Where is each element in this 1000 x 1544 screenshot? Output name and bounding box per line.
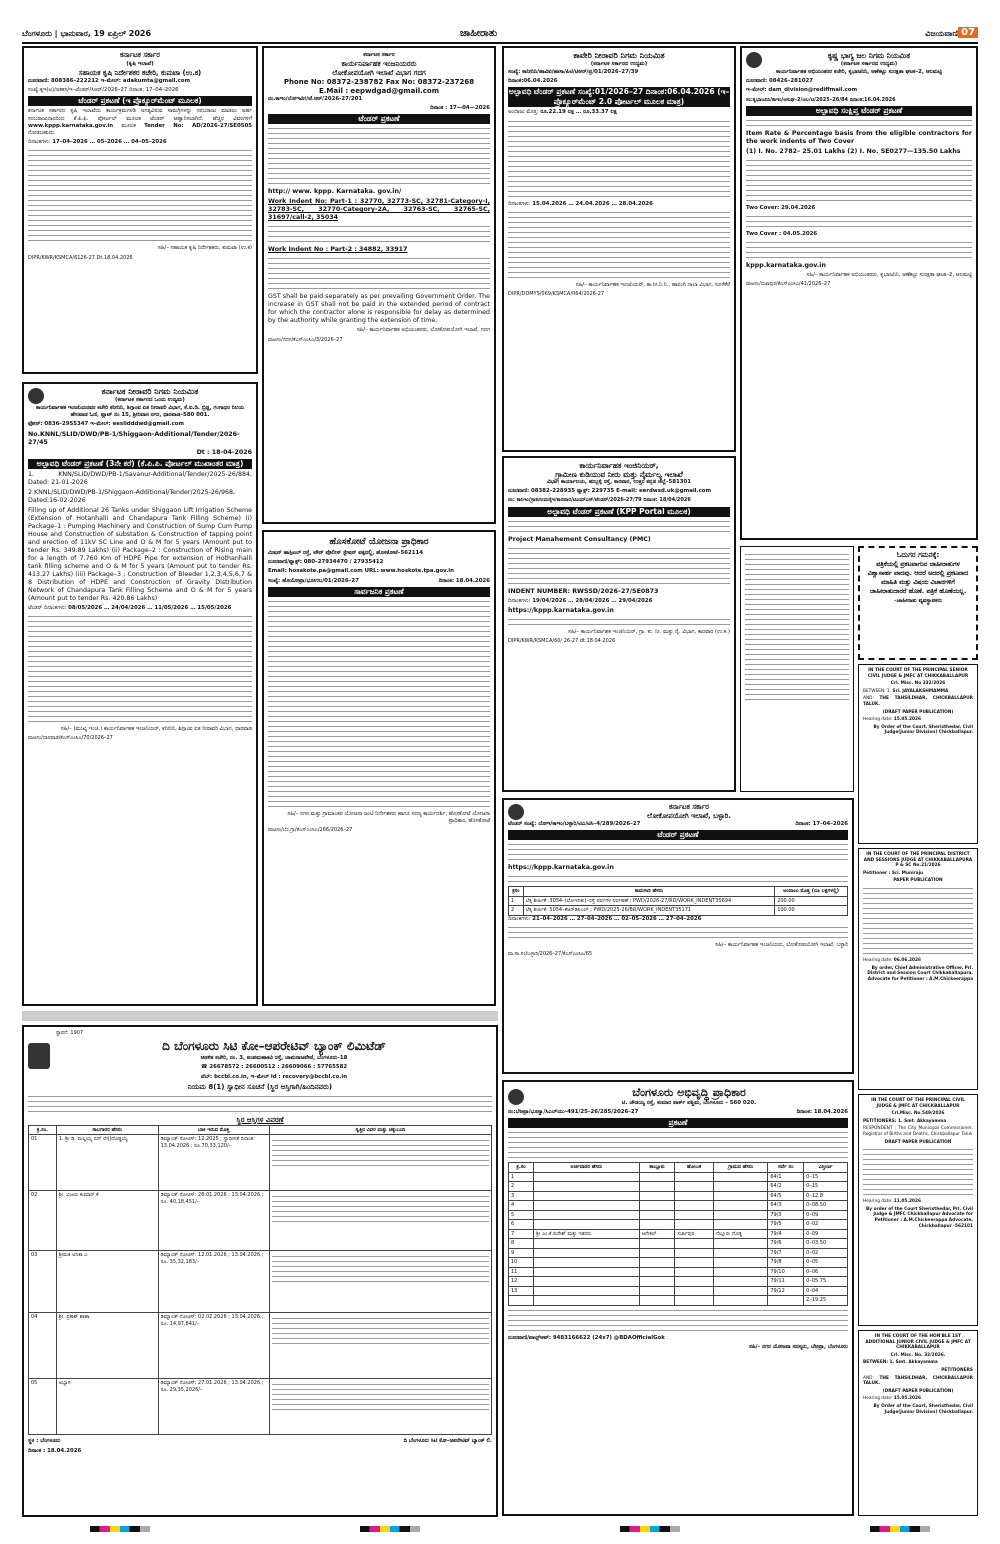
tender-table [508,886,848,916]
dipr: ವಾಅಸಂ/ಬಿಜಾಪುರ/ಕೆಎಸ್‌ಎಂಸಿಎ/41/2026–27 [746,281,831,288]
ad-heading: ಅಲ್ಪಾವಧಿ ಟೆಂಡರ್ ಪ್ರಕಟಣೆ ಸಂಖ್ಯೆ:01/2026–27 ದಿನಾಂಕ:06.04.2026 (ಇ–ಪ್ರೊಕ್ಯೂರ್‌ಮೆಂಟ್ 2.0 ಪೋರ್ಟಲ್ ಮೂಲಕ ಮಾತ್ರ) [508,87,730,107]
org: ಕರ್ನಾಟಕ ನೀರಾವರಿ ನಿಗಮ ನಿಯಮಿತ [101,387,199,396]
kbjnl-logo-icon [746,52,762,68]
table-row: 04 ಶ್ರೀ. ಪ್ರಕಾಶ್ ಶಾಹಾ ಡಿಮ್ಯಾಂಡ್ ನೋಟಿಸ್: 02.02.2026 ; 13.04.2026 ; ರೂ. 14,97,841/– [29,1313,492,1379]
table-row: 01 1. ಶ್ರೀ ಡಿ. ಮಲ್ಲಯ್ಯ ಬಿನ್ ಲೇ||ದೊಡ್ಡಯ್ಯ ಡಿಮ್ಯಾಂಡ್ ನೋಟಿಸ್: 12.2025 ; ಸ್ವಾಧೀನತೆ ದಿನಾಂಕ: 13.04.2026 ; ರೂ.70,33,120/– [29,1135,492,1191]
survey-no: 79/5 [768,1220,804,1230]
signature: ಸಹಿ/– ನಗರ ಯೋಜನಾ ಸದಸ್ಯರು, ಬೆಅಪ್ರಾ, ಬೆಂಗಳೂರು [748,1344,848,1351]
email[interactable]: ಇ–ಮೇಲ್: eeslidddwd@gmail.com [90,421,184,428]
survey-no: 64/1 [768,1172,804,1182]
area: 0–15 [804,1182,848,1192]
date: ದಿನಾಂಕ: 18.04.2026 [796,1109,848,1116]
dipr: DIPR/KWR/KSMCA/60/ 26-27 dt.18.04.2026 [508,638,616,645]
header-date: ಬೆಂಗಳೂರು | ಭಾನುವಾರ, 19 ಏಪ್ರಿಲ್ 2026 [22,29,152,38]
date: ದಿನಾಂಕ: 17–04–2026 [795,821,848,827]
org-sub: (ಕೃಷಿ ಇಲಾಖೆ) [126,61,154,67]
case-no: Crl. Misc. No 332/2026 [890,681,946,687]
dipr: ವಾಅಸಂ/ಗದಗ/ಕೆಎಸ್‌ಎಂಸಿಎ/3/2026–27 [268,336,343,343]
website[interactable]: http:// www. kppp. Karnataka. gov.in/ [268,188,402,196]
ad-city-coop-bank [22,1025,498,1517]
table-row: 2 ಲೆಕ್ಕ ಶೀರ್ಷಿಕೆ: 5054–ಕೆಆರ್‌ಡಿಸಿಎಲ್ ; PWD/2025-26/BR/WORK_INDENT35171 100.00 [509,906,848,916]
publication-head: (DRAFT PAPER PUBLICATION) [882,709,954,715]
respondent: RESPONDENT : The City Municipal Commissioner, Registrar of Births and Deaths, Chickballapur Taluk [863,1126,973,1137]
court-notice-4: IN THE COURT OF THE HON'BLE 1ST ADDITIONAL JUNIOR CIVIL JUDGE & JMFC AT CHIKKABALLAPUR Crl. Misc. No. 32/2026. BETWEEN: 1. Smt. Akkayamma PETITIONERS AND: THE TAHSILDHAR, CHICKBALLAPUR TALUK. (DRAFT PAPER PUBLICATION) Hearing date: 15.05.2026 By Order of the Court, Sheristhedar, Civil Judge(Junior Division) Chickballapur. [858,1330,978,1516]
note-sign: –ಜಾಹೀರಾತು ವ್ಯವಸ್ಥಾಪಕರು [893,598,943,604]
ad-heading: ಟೆಂಡರ್ ಪ್ರಕಟಣೆ [268,114,490,124]
bank-name: ದಿ ಬೆಂಗಳೂರು ಸಿಟಿ ಕೋ–ಆಪರೇಟಿವ್ ಬ್ಯಾಂಕ್ ಲಿಮಿಟೆಡ್ [162,1039,386,1054]
table-row: 6 79/5 0–02 [509,1220,848,1230]
print-marks-right [620,1526,680,1532]
survey-no: 79/8 [768,1258,804,1268]
col-amount: ಅಂದಾಜು ಮೊತ್ತ (ರೂ ಲಕ್ಷಗಳಲ್ಲಿ) [775,887,848,897]
address: ಮಿಷನ್ ಹಾಸ್ಪಿಟಲ್ ರಸ್ತೆ, ಟೌನ್ ಪೊಲೀಸ್ ಸ್ಟೇಷನ್ ಪಕ್ಕದಲ್ಲಿ, ಹೊಸಕೋಟೆ–562114 [268,550,423,556]
survey-no: 79/4 [768,1229,804,1239]
area: 0–02 [804,1248,848,1258]
survey-no: 64/2 [768,1182,804,1192]
sub-title: ಸ್ಥಿರ ಆಸ್ತಿಗಳ ವಿವರಣೆ [236,1115,284,1124]
area: 0–09 [804,1210,848,1220]
established: ಸ್ಥಾಪನೆ: 1907 [56,1030,84,1036]
org: ಕಾರ್ಯನಿರ್ವಾಹಕ ಇಂಜಿನಿಯರ್, [579,461,659,470]
dipr: ವಾ.ಸಾ.ಸಂ/ಬಳ್ಳಾರಿ/2026–27/ಕೆಎಸ್‌ಎಂಸಿಎ/65 [508,951,593,958]
case-no: Crl. Misc. No. 32/2026. [890,1352,946,1358]
ad-heading: ಅಲ್ಪಾವಧಿ ಟೆಂಡರ್ ಪ್ರಕಟಣೆ (KPP Portal ಮೂಲಕ) [508,507,730,517]
note-body: ಪತ್ರಿಕೆಯಲ್ಲಿ ಪ್ರಕಟವಾಗುವ ಜಾಹೀರಾತುಗಳ ವಿಶ್ವಾಸಾರ್ಹ ವಾದವು. ಆದರೆ ಅದರಲ್ಲಿ ಪ್ರಕಟವಾದ ಮಾಹಿತಿ ಮತ್ತು ವಿಷಯ ವಿಚಾರಗಳಿಗೆ ಜಾಹೀರಾತುದಾರರೆ ಹೊಣೆ. ಪತ್ರಿಕೆ ಹೊಣೆಯಲ್ಲ. [867,561,969,595]
ref: ಸಂ: ಕಾನಿಇಂ/ಗ್ರಾಕುನೀಮನೈಇ/ಕಾರವಾರ/ಟಿಎಮ್‌ಎಸ್/ಟೆಂಡರ್/2026-27/79 ದಿನಾಂಕ: 18/04/2026 [508,497,691,504]
village: ನೆಲ್ಲೂರು ದೊಡ್ಡಿ [714,1229,768,1239]
ad-readers-note [858,546,978,660]
url[interactable]: URL: www.hoskote.tpa.gov.in [364,568,454,575]
survey-no: 64/3 [768,1201,804,1211]
case-no: Crl.Misc. No.549/2026 [891,1111,945,1117]
petitioners: PETITIONERS: 1. Smt. Akkayamma [863,1118,947,1124]
site[interactable]: https://kppp.karnataka.gov.in [508,606,614,614]
date: ದಿನಾಂಕ:06.04.2026 [508,78,558,85]
area: 0–05.75 [804,1277,848,1287]
area: 0–02 [804,1220,848,1230]
email[interactable]: E-mail: eerdwsd.uk@gmail.com [616,488,712,495]
ref: ಸಂಖ್ಯೆ: ಕಾನೀನಿನಿ/ಹಾವಿಪ/ಹಾಸಾ/ಪಿಟಿ/ಟಿಆರ್/ಪ್ರ/01/2026–27/39 [508,69,639,75]
ref: ನಂ:ಬೆಅಪ್ರಾ/ಭೂಸ್ವಾ/ಸಿಎಲ್‌ಯು–491/25–26/285/2026–27 [508,1109,639,1116]
social-handle[interactable]: @BDAOfficialGok [613,1334,665,1341]
publication-head: PAPER PUBLICATION [893,878,943,884]
notice-title: ನಿಯಮ 8(1) ಸ್ವಾಧೀನ ಸೂಚನೆ (ಸ್ಥಿರ ಆಸ್ತಿಗಾಗಿ/ಹಿಂದಿನವರು) [187,1082,333,1091]
hearing-date: 15.05.2026 [893,1396,921,1402]
respondent: THE TAHSILDHAR, CHICKBALLAPUR TALUK. [863,1375,973,1387]
area: 0–04 [804,1286,848,1296]
area: 0–08.50 [804,1201,848,1211]
table-row: 4 64/3 0–08.50 [509,1201,848,1211]
publication-head: DRAFT PAPER PUBLICATION [884,1139,952,1145]
work-indent-1: Work Indent No: Part-1 : 32770, 32773-SC, 32781-Category-I, 32783-SC, 32770-Category-2A, 32763-SC, 32765-SC, 31697/call-2, 35034 [268,198,490,222]
table-row: 02 ಶ್ರೀ. ವಿಜಯ ಕುಮಾರ್ ಕೆ ಡಿಮ್ಯಾಂಡ್ ನೋಟಿಸ್: 28.01.2026 ; 13.04.2026 ; ರೂ. 40,18,451/– [29,1191,492,1251]
respondent: THE TAHSILDHAR, CHICKBALLAPUR TALUK. [863,696,973,707]
dipr: ವಾಅಸಂ/ಧಾರವಾಡ/ಕೆಎಸ್‌ಎಂಸಿಎ/70/2026–27 [28,735,113,742]
ad-knnl-shiggaon: ಕರ್ನಾಟಕ ನೀರಾವರಿ ನಿಗಮ ನಿಯಮಿತ (ಕರ್ನಾಟಕ ಸರ್ಕಾರದ ಒಂದು ಉದ್ಯಮ) ಕಾರ್ಯನಿರ್ವಾಹಕ ಇಂಜನಿಯರವರ ಕಚೇರಿ ಕನೀನಿನಿ, ಶಿಗ್ಗಾಂವ ಏತ ನೀರಾವರಿ ವಿಭಾಗ, ಕೆ.ಐ.ಡಿ. ಬ್ರಿಡ್ಜ, ಗಂಗಾಧರ ನಿಲಯ ಹೇರವಾಡ ಓಣಿ, ಪ್ಲಾಟ್ ನಂ 15, ಶ್ರೀನಿವಾಸ ನಗರ, ಧಾರವಾಡ–580 001. ಫೋನ್: 0836–2955347 ಇ–ಮೇಲ್: eeslidddwd@gmail.com No.KNNL/SLID/DWD/PB-1/Shiggaon-Additional/Tender/2026-27/45 Dt : 18-04-2026 ಅಲ್ಪಾವಧಿ ಟೆಂಡರ್ ಪ್ರಕಟಣೆ (3ನೇ ಕರೆ) (ಕೆ.ಪಿ.ಪಿ. ಪೋರ್ಟಲ್ ಮುಖಾಂತರ ಮಾತ್ರ) 1. KNN/SLID/DWD/PB-1/Savanur-Additional/Tender/2025-26/884, Dated: 21-01-2026 2.KNNL/SLID/DWD/PB-1/Shiggaon-Additional/Tender/2025-26/968, Dated:16-02-2026 Filling up of Additional 26 Tanks under Shiggaon Lift Irrigation Scheme (Extension of Hotanhalli and Chandapura Tank Filling Scheme) (i) Package–1 : Pumping Machinery and Construction of Sump Cum Pump House and Construction of substation & Construction of tapping point and erection of 11kV SC Line and O & M for 5 years (Amount put to tender Rs. 349.89 Lakhs) (ii) Package–2 : Construction of Rising main for a length of 7.760 Km of HDPE Pipe for extension of Hothanhalli tank filling scheme and O & M for 5 years (Amount put to tender Rs. 413.27 Lakhs) (iii) Package–3 : Construction of Bleeder 1,2,3,4,5,6,7 & 8 Distribution of HDPE and Construction of Gravity Distribution Network of Chandapura Tank Filling Scheme and O & M for 5 years (Amount put to tender Rs. 420.86 Lakhs) ಟೆಂಡರ್ ದಿನಾಂಕಗಳು: 08/05/2026 … 24/04/2026 … 11/05/2026 … 15/05/2026 ಸಹಿ/– (ಮುಖ್ಯ ಇಂಜಿ.) ಕಾರ್ಯನಿರ್ವಾಹಕ ಇಂಜನಿಯರ್, ಕನೀನಿನಿ, ಶಿಗ್ಗಾಂವ ಏತ ನೀರಾವರಿ ವಿಭಾಗ, ಧಾರವಾಡ ವಾಅಸಂ/ಧಾರವಾಡ/ಕೆಎಸ್‌ಎಂಸಿಎ/70/2026–27 [22,382,258,1006]
hearing-date: 06.06.2026 [893,957,921,963]
portal-link[interactable]: www.kppp.karnataka.gov.in [28,122,114,129]
signature: By Order of the Court, Sheristhedar, Civil Judge(Junior Division) Chickballapur. [873,1403,973,1415]
ad-pwd-gadag [262,46,496,524]
col-no: ಕ್ರಸಂ [509,887,524,897]
ad-cauvery: ಕಾವೇರಿ ನೀರಾವರಿ ನಿಗಮ ನಿಯಮಿತ (ಕರ್ನಾಟಕ ಸರ್ಕಾರದ ಉದ್ಯಮ) ಸಂಖ್ಯೆ: ಕಾನೀನಿನಿ/ಹಾವಿಪ/ಹಾಸಾ/ಪಿಟಿ/ಟಿಆರ್/ಪ್ರ/01/2026–27/39 ದಿನಾಂಕ:06.04.2026 ಅಲ್ಪಾವಧಿ ಟೆಂಡರ್ ಪ್ರಕಟಣೆ ಸಂಖ್ಯೆ:01/2026–27 ದಿನಾಂಕ:06.04.2026 (ಇ–ಪ್ರೊಕ್ಯೂರ್‌ಮೆಂಟ್ 2.0 ಪೋರ್ಟಲ್ ಮೂಲಕ ಮಾತ್ರ) ಅಂದಾಜು ಮೊತ್ತ: ರೂ.22.19 ಲಕ್ಷ … ರೂ.33.37 ಲಕ್ಷ ದಿನಾಂಕಗಳು: 15.04.2026 … 24.04.2026 … 28.04.2026 ಸಹಿ/– ಕಾರ್ಯನಿರ್ವಾಹಕ ಇಂಜನಿಯರ್, ಕಾ.ನೀ.ನಿ.ನಿ., ಹಾರಂಗಿ ನಾಲಾ ವಿಭಾಗ, ಸೂಳೆಕೆರೆ DIPR/DDMYS/069/KSMCA/064/2026-27 [502,46,736,452]
dipr: DIPR/DDMYS/069/KSMCA/064/2026-27 [508,291,605,298]
work-indent-2: Work Indent No : Part-2 : 34882, 33917 [268,246,408,254]
signature: By order, Chief Administrative Officer, Prl. District and Session Court Chikkaballapura. Advocate for Petitioner : A.M.Chickeerappa [867,965,973,982]
table-row: 13 79/12 0–04 [509,1286,848,1296]
signature: ಸಹಿ/– ಸಹಾಯಕ ಕೃಷಿ ನಿರ್ದೇಶಕರು, ಕುಮಟಾ (ಉ.ಕ) [157,245,252,252]
signature: ಸಹಿ/– ಕಾರ್ಯನಿರ್ವಾಹಕ ಇಂಜನಿಯರ್, ಕಾ.ನೀ.ನಿ.ನಿ., ಹಾರಂಗಿ ನಾಲಾ ವಿಭಾಗ, ಸೂಳೆಕೆರೆ [575,281,730,288]
ref: ಸಂ:ಕೃಭಾಜನಿನಿ/ಕಾಇಂ/ಆಸುಘ–2/ಆಲ/ಟಿ/2025–26/84 ದಿನಾಂಕ:16.04.2026 [746,96,896,103]
area: 0–12.8 [804,1191,848,1201]
site[interactable]: https://kppp.karnataka.gov.in [508,864,614,872]
web[interactable]: ವೆಬ್: bccbl.co.in, ಇ–ಮೇಲ್ id : recovery@bccbl.co.in [200,1073,348,1080]
print-marks-far-right [870,1526,930,1532]
bank-logo-icon [28,1043,50,1069]
ref-2: 2.KNNL/SLID/DWD/PB-1/Shiggaon-Additional/Tender/2025-26/968, Dated:16-02-2026 [28,488,236,504]
ad-heading: ಟೆಂಡರ್ ಪ್ರಕಟಣೆ (ಇ ಪ್ರೊಕ್ಯೂರ್‌ಮೆಂಟ್ ಮೂಲಕ) [28,96,252,106]
org-dept: ಲೋಕೋಪಯೋಗಿ ಇಲಾಖೆ, ಬಳ್ಳಾರಿ. [647,812,731,820]
date: Dt : 18-04-2026 [196,448,252,456]
table-row: 11 79/10 0–06 [509,1267,848,1277]
court-name: IN THE COURT OF THE PRINCIPAL SENIOR CIVIL JUDGE & JMFC AT CHIKKABALLAPUR [867,668,969,679]
office: ಕಾರ್ಯನಿರ್ವಾಹಕ ಅಭಿಯಂತರರ ಕಚೇರಿ, ಕೃಭಾಜನಿನಿ, ಆಣೆಕಟ್ಟು ಸುರಕ್ಷತಾ ಘಟಕ–2, ಆಲಮಟ್ಟಿ [776,69,942,75]
ad-bda [502,1080,854,1516]
rate-basis: Item Rate & Percentage basis from the eligible contractors for the work indents of Two Cover [746,129,972,145]
dates: 19/04/2026 … 28/04/2026 … 29/04/2026 [532,597,653,604]
dipr: DIPR/KWR/KSMCA/6126-27 Dt.18.04.2026 [28,254,133,261]
court-name: IN THE COURT OF THE PRINCIPAL CIVIL JUDGE & JMFC AT CHICKBALLAPUR [871,1098,965,1109]
place: ಸ್ಥಳ : ಬೆಂಗಳೂರು [28,1438,61,1445]
ad-agri-kumta: ಕರ್ನಾಟಕ ಸರ್ಕಾರ (ಕೃಷಿ ಇಲಾಖೆ) ಸಹಾಯಕ ಕೃಷಿ ನಿರ್ದೇಶಕರ ಕಚೇರಿ, ಕುಮಟಾ (ಉ.ಕ) ದೂರವಾಣಿ: 808386–222212 ಇ–ಮೇಲ್: adakumta@gmail.com ಸಂಖ್ಯೆ:ಕೃಇ(ಟ)/ಅಕಕಸ/ಇ–ಟೆಂಡರ್/ಸಿಆರ್/2026–27 ದಿನಾಂಕ: 17–04–2026 ಟೆಂಡರ್ ಪ್ರಕಟಣೆ (ಇ ಪ್ರೊಕ್ಯೂರ್‌ಮೆಂಟ್ ಮೂಲಕ) ಕರ್ನಾಟಕ ಸರ್ಕಾರದ ಕೃಷಿ ಇಲಾಖೆಯ ಕಾರ್ಯಕ್ರಮಗಳಡಿ ಅಗತ್ಯವಿರುವ ಸಾಮಗ್ರಿಗಳನ್ನು ಸರಬರಾಜು ಮಾಡಲು ಅರ್ಹ ಸರಬರಾಜುದಾರರಿಂದ ಕೆ.ಪಿ.ಪಿ. ಪೋರ್ಟಲ್ ಮೂಲಕ ಟೆಂಡರ್ ಆಹ್ವಾನಿಸಲಾಗಿದೆ. ಹೆಚ್ಚಿನ ವಿವರಗಳಿಗೆ www.kppp.karnataka.gov.in ಮೂಲಕ Tender No: AD/2026-27/SE0505 ನೋಡಬಹುದು. ದಿನಾಂಕಗಳು: 17–04–2026 … 05–2026 … 04–05–2026 ಸಹಿ/– ಸಹಾಯಕ ಕೃಷಿ ನಿರ್ದೇಶಕರು, ಕುಮಟಾ (ಉ.ಕ) DIPR/KWR/KSMCA/6126-27 Dt.18.04.2026 [22,46,258,374]
ref-1: 1. KNN/SLID/DWD/PB-1/Savanur-Additional/Tender/2025-26/884, Dated: 21-01-2026 [28,470,252,486]
area: 0–06 [804,1267,848,1277]
tender-no: Tender No: AD/2026-27/SE0505 [144,122,252,129]
separator-band [22,1011,498,1021]
ad-legal-notice [740,546,854,792]
col-work: ಕಾಮಗಾರಿ ಹೆಸರು [523,887,774,897]
phone: ದೂರವಾಣಿ/ವಾಟ್ಸ್‌ಆಪ್: 9483166622 (24x7) [508,1334,612,1341]
contact: ದೂರವಾಣಿ: 808386–222212 ಇ–ಮೇಲ್: adakumta@gmail.com [28,78,191,84]
signature: ಸಹಿ/– (ಮುಖ್ಯ ಇಂಜಿ.) ಕಾರ್ಯನಿರ್ವಾಹಕ ಇಂಜನಿಯರ್, ಕನೀನಿನಿ, ಶಿಗ್ಗಾಂವ ಏತ ನೀರಾವರಿ ವಿಭಾಗ, ಧಾರವಾಡ [60,725,252,732]
table-row: 7 ಶ್ರೀ ಎಂ.ಕೆ.ಸುರೇಶ್ ಮತ್ತು ಇತರರು ಆನೇಕಲ್ ಸರ್ಜಾಪುರ ನೆಲ್ಲೂರು ದೊಡ್ಡಿ 79/4 0–09 [509,1229,848,1239]
org: ಕಾವೇರಿ ನೀರಾವರಿ ನಿಗಮ ನಿಯಮಿತ [573,51,665,60]
date: ದಿನಾಂಕ : 18.04.2026 [28,1447,82,1454]
email[interactable]: Email: hosakote.pa@gmail.com [268,568,363,575]
ref: ಟೆಂಡರ್ ಸಂಖ್ಯೆ: ಲೋಇ/ಕಾಇಂ/ಬಳ್ಳಾರಿ/ಟಿಎ/ಟಿಸಿ–4/289/2026–27 [508,821,641,827]
ref: No.KNNL/SLID/DWD/PB-1/Shiggaon-Additional/Tender/2026-27/45 [28,430,240,446]
ad-heading: ಅಲ್ಪಾವಧಿ ಟೆಂಡರ್ ಪ್ರಕಟಣೆ (3ನೇ ಕರೆ) (ಕೆ.ಪಿ.ಪಿ. ಪೋರ್ಟಲ್ ಮುಖಾಂತರ ಮಾತ್ರ) [28,459,252,469]
ad-heading: ಸಾರ್ವಜನಿಕ ಪ್ರಕಟಣೆ [268,587,490,597]
print-marks-left [90,1526,150,1532]
between: BETWEEN: 1. Smt. Akkayamma [863,1360,938,1366]
ad-kbjnl-almatti [740,46,978,540]
survey-no: 79/6 [768,1239,804,1249]
knnl-logo-icon [28,388,44,404]
org: ಕರ್ನಾಟಕ ಸರ್ಕಾರ [363,52,395,58]
dipr: ವಾಅಸಂ/ಬೆಂ.ಗ್ರಾ/ಕೆಎಸ್‌ಎಂಸಿಎ/266/2026–27 [268,827,353,834]
assets-table [28,1125,492,1436]
ad-heading: ಅಲ್ಪಾವಧಿ ಸಂಕ್ಷಿಪ್ತ ಟೆಂಡರ್ ಪ್ರಕಟಣೆ [746,106,972,116]
indent: INDENT NUMBER: RWSSD/2026–27/SE0873 [508,587,659,595]
work-description: Filling up of Additional 26 Tanks under Shiggaon Lift Irrigation Scheme (Extension of Hotanhalli and Chandapura Tank Filling Scheme) (i) Package–1 : Pumping Machinery and Construction of Sump Cum Pump House and Construction of substation & Construction of tapping point and erection of 11kV SC Line and O & M for 5 years (Amount put to tender Rs. 349.89 Lakhs) (ii) Package–2 : Construction of Rising main for a length of 7.760 Km of HDPE Pipe for extension of Hothanhalli tank filling scheme and O & M for 5 years (Amount put to tender Rs. 413.27 Lakhs) (iii) Package–3 : Construction of Bleeder 1,2,3,4,5,6,7 & 8 Distribution of HDPE and Construction of Gravity Distribution Network of Chandapura Tank Filling Scheme and O & M for 5 years (Amount put to tender Rs. 420.86 Lakhs) [28,506,252,602]
ad-rws-karwar: ಕಾರ್ಯನಿರ್ವಾಹಕ ಇಂಜಿನಿಯರ್, ಗ್ರಾಮೀಣ ಕುಡಿಯುವ ನೀರು ಮತ್ತು ನೈರ್ಮಲ್ಯ ಇಲಾಖೆ ವಿಭಾಗ ಕಾರ್ಯಾಲಯ, ಹುಬ್ಬಳ್ಳಿ ರಸ್ತೆ, ಕಾರವಾರ, ಉತ್ತರ ಕನ್ನಡ ಜಿಲ್ಲೆ–581301 ದೂರವಾಣಿ: 08382–228935 ಫ್ಯಾಕ್ಸ್: 229735 E-mail: eerdwsd.uk@gmail.com ಸಂ: ಕಾನಿಇಂ/ಗ್ರಾಕುನೀಮನೈಇ/ಕಾರವಾರ/ಟಿಎಮ್‌ಎಸ್/ಟೆಂಡರ್/2026-27/79 ದಿನಾಂಕ: 18/04/2026 ಅಲ್ಪಾವಧಿ ಟೆಂಡರ್ ಪ್ರಕಟಣೆ (KPP Portal ಮೂಲಕ) Project Manahement Consultancy (PMC) INDENT NUMBER: RWSSD/2026–27/SE0873 ದಿನಾಂಕಗಳು: 19/04/2026 … 28/04/2026 … 29/04/2026 https://kppp.karnataka.gov.in ಸಹಿ/– ಕಾರ್ಯನಿರ್ವಾಹಕ ಇಂಜಿನಿಯರ್, ಗ್ರಾ. ಕು. ನೀ. ಮತ್ತು ನೈ. ವಿಭಾಗ, ಕಾರವಾರ (ಉ.ಕ.) DIPR/KWR/KSMCA/60/ 26-27 dt.18.04.2026 [502,456,736,792]
dates: 15.04.2026 … 24.04.2026 … 28.04.2026 [532,200,653,207]
org: ಕೃಷ್ಣ ಭಾಗ್ಯ ಜಲ ನಿಗಮ ನಿಯಮಿತ [827,51,911,60]
header-section: ಜಾಹೀರಾತು [460,28,498,39]
pmc: Project Manahement Consultancy (PMC) [508,535,651,543]
survey-table [508,1162,848,1306]
survey-no: 79/10 [768,1267,804,1277]
survey-no: 79/12 [768,1286,804,1296]
ad-title: ಸಹಾಯಕ ಕೃಷಿ ನಿರ್ದೇಶಕರ ಕಚೇರಿ, ಕುಮಟಾ (ಉ.ಕ) [78,69,202,77]
table-row: 3 64/5 0–12.8 [509,1191,848,1201]
ad-heading: ಪ್ರಕಟಣೆ [508,1118,848,1128]
date: ದಿನಾಂಕ : 17—04—2026 [430,105,490,112]
table-row: 1 64/1 0–15 [509,1172,848,1182]
ref: ನಂ.ಕಾಇಂ/ಲೋಇವಿಗ/ಟೆ.ಆರ್/2026-27/201 [268,96,363,102]
office: ಕಾರ್ಯನಿರ್ವಾಹಕ ಇಂಜನಿಯರವರ ಕಚೇರಿ ಕನೀನಿನಿ, ಶಿಗ್ಗಾಂವ ಏತ ನೀರಾವರಿ ವಿಭಾಗ, ಕೆ.ಐ.ಡಿ. ಬ್ರಿಡ್ಜ, ಗಂಗಾಧರ ನಿಲಯ ಹೇರವಾಡ ಓಣಿ, ಪ್ಲಾಟ್ ನಂ 15, ಶ್ರೀನಿವಾಸ ನಗರ, ಧಾರವಾಡ–580 001. [35,405,245,419]
org-sub: (ಕರ್ನಾಟಕ ಸರ್ಕಾರದ ಒಂದು ಉದ್ಯಮ) [115,397,185,403]
dates: 21–04–2026 … 27–04–2026 … 02–05–2026 … 27–04–2026 [532,915,702,922]
table-row [509,1296,848,1306]
table-row: 03 ಶ್ರೀಮತಿ ಅನಿತಾ ಎ ಡಿಮ್ಯಾಂಡ್ ನೋಟಿಸ್: 12.01.2026 ; 13.04.2026 ; ರೂ. 35,32,183/– [29,1251,492,1313]
ad-title: ಹೊಸಕೋಟೆ ಯೋಜನಾ ಪ್ರಾಧಿಕಾರ [329,537,429,547]
table-row: 2 64/2 0–15 [509,1182,848,1192]
org-sub: (ಕರ್ನಾಟಕ ಸರ್ಕಾರದ ಉದ್ಯಮ) [590,61,648,67]
signature: ಸಹಿ/– ಕಾರ್ಯನಿರ್ವಾಹಕ ಅಭಿಯಂತರರು, ಕೃಭಾಜನಿನಿ, ಆಣೆಕಟ್ಟು ಸುರಕ್ಷತಾ ಘಟಕ–2, ಆಲಮಟ್ಟಿ [806,272,972,279]
survey-no: 79/7 [768,1248,804,1258]
office: ಆಡಳಿತ ಕಚೇರಿ, ನಂ. 3, ಪಂಪಮಹಾಕವಿ ರಸ್ತೆ, ಚಾಮರಾಜಪೇಟೆ, ಬೆಂಗಳೂರು–18 [200,1055,348,1062]
print-marks-center [360,1526,420,1532]
ad-heading: ಟೆಂಡರ್ ಪ್ರಕಟಣೆ [508,830,848,840]
org-dept: ಗ್ರಾಮೀಣ ಕುಡಿಯುವ ನೀರು ಮತ್ತು ನೈರ್ಮಲ್ಯ ಇಲಾಖೆ [555,470,683,479]
phone: ☎ 26678572 : 26600512 : 26609066 : 57765582 [200,1064,348,1071]
area: 0–15 [804,1172,848,1182]
dates: 17–04–2026 … 05–2026 … 04–05–2026 [52,139,167,146]
table-row: 5 79/3 0–09 [509,1210,848,1220]
site[interactable]: kppp.karnataka.gov.in [746,262,826,270]
table-row: 05 ಅಭ್ಯಾಸ ಡಿಮ್ಯಾಂಡ್ ನೋಟಿಸ್: 27.01.2026 ; 13.04.2026 ; ರೂ. 29,35,2026/– [29,1379,492,1435]
survey-no: 79/3 [768,1210,804,1220]
header-brand: ವಿಜಯವಾಣಿ [925,29,958,38]
court-notice-1: IN THE COURT OF THE PRINCIPAL SENIOR CIVIL JUDGE & JMFC AT CHIKKABALLAPUR Crl. Misc. No 332/2026 BETWEEN: 1. Sri. JAYALAKSHMAMMA AND: THE TAHSILDHAR, CHICKBALLAPUR TALUK. (DRAFT PAPER PUBLICATION) Hearing date: 15.05.2026 By Order of the Court, Sheristhedar, Civil Judge(Junior Division) Chickballapur. [858,664,978,844]
table-row: 9 79/7 0–02 [509,1248,848,1258]
petitioner: Sri. JAYALAKSHMAMMA [892,688,949,694]
table-header: ಕ್ರ.ಸಂ. ಸಾಲಗಾರರ ಹೆಸರು ಬಾಕಿ ಇರುವ ಮೊತ್ತ ಸ್ವತ್ತಿನ ವಿವರ ಮತ್ತು ಚಕ್ಕುಬಂದಿ [29,1125,492,1135]
court-name: IN THE COURT OF THE HON'BLE 1ST ADDITIONAL JUNIOR CIVIL JUDGE & JMFC AT CHIKKABALLAPUR [865,1334,971,1351]
hearing-date: 15.05.2026 [893,717,921,723]
area: 0–09 [804,1229,848,1239]
ad-pwd-ballari: ಕರ್ನಾಟಕ ಸರ್ಕಾರ ಲೋಕೋಪಯೋಗಿ ಇಲಾಖೆ, ಬಳ್ಳಾರಿ. ಟೆಂಡರ್ ಸಂಖ್ಯೆ: ಲೋಇ/ಕಾಇಂ/ಬಳ್ಳಾರಿ/ಟಿಎ/ಟಿಸಿ–4/289/2026–27 ದಿನಾಂಕ: 17–04–2026 ಟೆಂಡರ್ ಪ್ರಕಟಣೆ https://kppp.karnataka.gov.in ಕ್ರಸಂ ಕಾಮಗಾರಿ ಹೆಸರು ಅಂದಾಜು ಮೊತ್ತ (ರೂ ಲಕ್ಷಗಳಲ್ಲಿ) 1 ಲೆಕ್ಕ ಶೀರ್ಷಿಕೆ: 3054–(ಲೋಇನಿಕು)–ರಸ್ತೆ ಪರ್ವಗಳ ನಿರ್ವಹಣೆ ; PWD/2026-27/RD/WORK_INDENT35694 200.00 2 ಲೆಕ್ಕ ಶೀರ್ಷಿಕೆ: 5054–ಕೆಆರ್‌ಡಿಸಿಎಲ್ ; PWD/2025-26/BR/WORK_INDENT35171 100.00 ದಿನಾಂಕಗಳು: 21–04–2026 … 27–04–2026 … 02–05–2026 … 27–04–2026 ಸಹಿ/– ಕಾರ್ಯನಿರ್ವಾಹಕ ಇಂಜನಿಯರು, ಲೋಕೋಪಯೋಗಿ ಇಲಾಖೆ, ಬಳ್ಳಾರಿ ವಾ.ಸಾ.ಸಂ/ಬಳ್ಳಾರಿ/2026–27/ಕೆಎಸ್‌ಎಂಸಿಎ/65 [502,798,854,1074]
table-header [509,887,848,897]
dates: 08/05/2026 … 24/04/2026 … 11/05/2026 … 15/05/2026 [68,604,232,611]
petitioner: Petitioner : Sri. Muniraju [863,870,924,876]
govt-emblem-icon [508,804,524,820]
phone: Phone No: 08372-238782 Fax No: 08372-237268 [283,78,475,86]
court-name: IN THE COURT OF THE PRINCIPAL DISTRICT AND SESSIONS JUDGE AT CHIKKABALLAPURA P & SC No.21/2026 [863,852,973,869]
cover-2-date: Two Cover : 04.05.2026 [746,231,818,238]
table-header: ಕ್ರ.ಸಂ ಅರ್ಜಿದಾರರ ಹೆಸರು ತಾಲ್ಲೂಕು ಹೋಬಳಿ ಗ್ರಾಮದ ಹೆಸರು ಸರ್ವೆ ನಂ ವಿಸ್ತೀರ್ಣ [509,1163,848,1173]
bda-logo-icon [508,1089,524,1105]
signature: ಸಹಿ/– ಕಾರ್ಯನಿರ್ವಾಹಕ ಇಂಜಿನಿಯರ್, ಗ್ರಾ. ಕು. ನೀ. ಮತ್ತು ನೈ. ವಿಭಾಗ, ಕಾರವಾರ (ಉ.ಕ.) [567,628,730,635]
survey-no: 79/11 [768,1277,804,1287]
signature: By order of the Court Sheristhedar, Prl. Civil Judge & JMFC Chickballapur Advocate for Petitioner : A.M.Chickeerappa Advocate, Chickballapur -562101 [866,1206,973,1229]
petitioners-label: PETITIONERS [941,1367,973,1373]
address: ಟಿ. ಚೌಡಯ್ಯ ರಸ್ತೆ, ಕುಮಾರ ಪಾರ್ಕ್ ಪಶ್ಚಿಮ, ಬೆಂಗಳೂರು – 560 020. [621,1100,757,1106]
ad-title: ಬೆಂಗಳೂರು ಅಭಿವೃದ್ಧಿ ಪ್ರಾಧಿಕಾರ [632,1086,746,1099]
area: 0–03.50 [804,1239,848,1249]
org-sub: (ಕರ್ನಾಟಕ ಸರ್ಕಾರದ ಉದ್ಯಮ) [840,61,898,67]
phone: ದೂರವಾಣಿ: 08426–281027 [746,78,813,85]
court-notice-3: IN THE COURT OF THE PRINCIPAL CIVIL JUDGE & JMFC AT CHICKBALLAPUR Crl.Misc. No.549/2026 PETITIONERS: 1. Smt. Akkayamma RESPONDENT : The City Municipal Commissioner, Registrar of Births and Deaths, Chickballapur Taluk DRAFT PAPER PUBLICATION Hearing date: 11.05.2026 By order of the Court Sheristhedar, Prl. Civil Judge & JMFC Chickballapur Advocate for Petitioner : A.M.Chickeerappa Advocate, Chickballapur -562101 [858,1094,978,1326]
phone: ದೂರವಾಣಿ/ಫ್ಯಾಕ್ಸ್: 080–27934470 / 27935412 [268,559,384,566]
cover-1-date: Two Cover: 29.04.2026 [746,204,816,211]
court-notice-2: IN THE COURT OF THE PRINCIPAL DISTRICT AND SESSIONS JUDGE AT CHIKKABALLAPURA P & SC No.21/2026 Petitioner : Sri. Muniraju PAPER PUBLICATION Hearing date: 06.06.2026 By order, Chief Administrative Officer, Prl. District and Session Court Chikkaballapura. Advocate for Petitioner : A.M.Chickeerappa [858,848,978,1090]
ref: ಸಂಖ್ಯೆ:ಕೃಇ(ಟ)/ಅಕಕಸ/ಇ–ಟೆಂಡರ್/ಸಿಆರ್/2026–27 ದಿನಾಂಕ: 17–04–2026 [28,87,179,94]
org: ಕರ್ನಾಟಕ ಸರ್ಕಾರ [120,51,160,59]
gst-note: GST shall be paid separately as per prevailing Government Order. The increase in GST shall not be paid in the extended period of contract for which the contractor alone is responsible for delay as determined by the authority while granting the extension of time. [268,293,490,325]
publication-head: (DRAFT PAPER PUBLICATION) [882,1388,954,1394]
page-header [22,28,978,44]
table-row: 1 ಲೆಕ್ಕ ಶೀರ್ಷಿಕೆ: 3054–(ಲೋಇನಿಕು)–ರಸ್ತೆ ಪರ್ವಗಳ ನಿರ್ವಹಣೆ ; PWD/2026-27/RD/WORK_INDENT35694 200.00 [509,896,848,906]
amount: ರೂ.22.19 ಲಕ್ಷ … ರೂ.33.37 ಲಕ್ಷ [540,109,617,116]
page-number: 07 [958,27,978,38]
signature: ದಿ ಬೆಂಗಳೂರು ಸಿಟಿ ಕೋ–ಆಪರೇಟಿವ್ ಬ್ಯಾಂಕ್ ಲಿ. [403,1438,492,1445]
note-heading: ಓದುಗರ ಗಮನಕ್ಕೆ: [896,551,940,559]
survey-no: 64/5 [768,1191,804,1201]
office: ವಿಭಾಗ ಕಾರ್ಯಾಲಯ, ಹುಬ್ಬಳ್ಳಿ ರಸ್ತೆ, ಕಾರವಾರ, ಉತ್ತರ ಕನ್ನಡ ಜಿಲ್ಲೆ–581301 [546,479,691,485]
signature: ಸಹಿ/– ಕಾರ್ಯನಿರ್ವಾಹಕ ಅಭಿಯಂತರರು, ಲೋಕೋಪಯೋಗಿ ಇಲಾಖೆ, ಗದಗ [356,327,490,334]
area: 2–19.25 [804,1296,848,1306]
signature: By Order of the Court, Sheristhedar, Civil Judge(Junior Division) Chickballapur. [873,724,973,736]
email[interactable]: E.Mail : eepwdgad@gmail.com [318,87,440,95]
signature: ಸಹಿ/– ನಗರ ಮತ್ತು ಗ್ರಾಮಾಂತರ ಯೋಜನಾ ಜಂಟಿ ನಿರ್ದೇಶಕರು ಹಾಗೂ ಸದಸ್ಯ ಕಾರ್ಯದರ್ಶಿ, ಹೊಸಕೋಟೆ ಯೋಜನಾ ಪ್ರಾಧಿಕಾರ, ಹೊಸಕೋಟೆ [287,810,490,825]
fax: ಫ್ಯಾಕ್ಸ್: 229735 [576,488,615,495]
phone: ಫೋನ್: 0836–2955347 [28,421,89,428]
org: ಕರ್ನಾಟಕ ಸರ್ಕಾರ [669,803,709,811]
table-row: 8 79/6 0–03.50 [509,1239,848,1249]
table-row: 12 79/11 0–05.75 [509,1277,848,1287]
survey-no [768,1296,804,1306]
works: (1) I. No. 2782– 25.01 Lakhs (2) I. No. SE0277—135.50 Lakhs [746,147,961,155]
area: 0–05 [804,1258,848,1268]
org-dept: ಲೋಕೋಪಯೋಗಿ ಇಲಾಖೆ ವಿಭಾಗ ಗದಗ [332,69,426,77]
date: ದಿನಾಂಕ: 18.04.2026 [438,577,490,584]
signature: ಸಹಿ/– ಕಾರ್ಯನಿರ್ವಾಹಕ ಇಂಜನಿಯರು, ಲೋಕೋಪಯೋಗಿ ಇಲಾಖೆ, ಬಳ್ಳಾರಿ [715,941,848,948]
phone: ದೂರವಾಣಿ: 08382–228935 [508,488,575,495]
ref: ಸಂಖ್ಯೆ: ಹೊಯೋಪ್ರಾ/ಭೂಉಬ/01/2026–27 [268,577,359,584]
org-title: ಕಾರ್ಯನಿರ್ವಾಹಕ ಇಂಜನಿಯರರು [341,60,417,68]
ad-hoskote [262,530,496,1006]
email[interactable]: ಇ–ಮೇಲ್: dam_division@rediffmail.com [746,87,858,94]
hearing-date: 11.05.2026 [893,1199,921,1205]
table-row: 10 79/8 0–05 [509,1258,848,1268]
